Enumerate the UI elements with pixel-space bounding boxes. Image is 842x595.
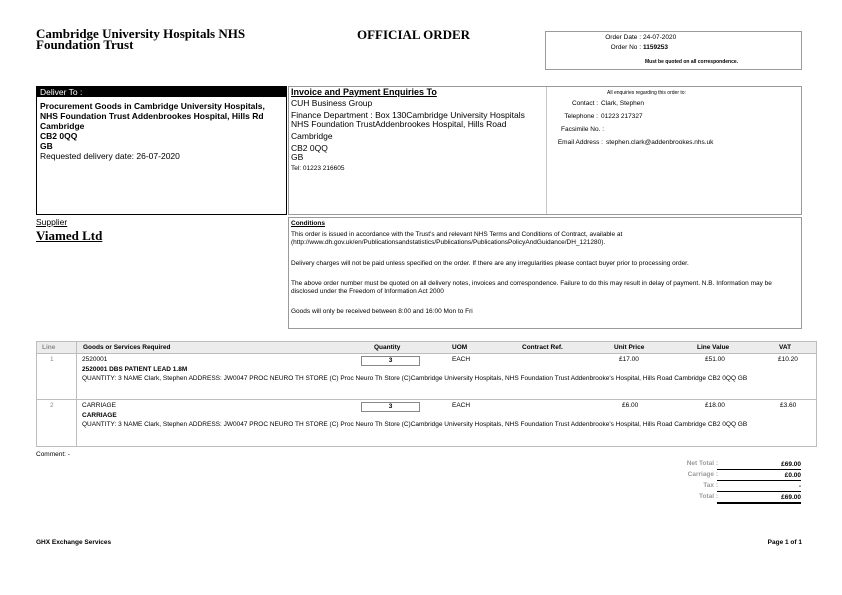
- row-unit-price: £17.00: [619, 356, 639, 363]
- total-label: Total :: [698, 493, 718, 500]
- net-total-label: Net Total :: [686, 460, 718, 467]
- organisation-name: Cambridge University Hospitals NHS Foundation Trust: [36, 26, 246, 52]
- conditions-header: Conditions: [291, 220, 325, 227]
- requested-delivery-date: Requested delivery date: 26-07-2020: [40, 151, 180, 161]
- column-header-uom: UOM: [452, 344, 468, 351]
- conditions-receiving-hours: Goods will only be received between 8:00 and 16:00 Mon to Fri: [291, 308, 473, 315]
- column-header-goods: Goods or Services Required: [83, 344, 171, 351]
- telephone-value: 01223 217327: [601, 113, 643, 120]
- totals-block: [645, 460, 805, 504]
- total-value: £69.00: [717, 493, 801, 504]
- invoice-company: CUH Business Group: [291, 98, 373, 108]
- row-vat: £10.20: [778, 356, 798, 363]
- row-title: 2520001 DBS PATIENT LEAD 1.8M: [82, 366, 188, 373]
- delivery-country: GB: [40, 141, 53, 151]
- telephone-row: [289, 112, 801, 121]
- invoice-city: Cambridge: [291, 131, 333, 141]
- row-divider: [37, 399, 816, 400]
- column-header-line-value: Line Value: [697, 344, 730, 351]
- enquiries-note: All enquiries regarding this order to:: [607, 90, 686, 96]
- supplier-label: Supplier: [36, 217, 68, 227]
- column-header-quantity: Quantity: [374, 344, 401, 351]
- page-number: Page 1 of 1: [767, 539, 802, 546]
- column-header-unit-price: Unit Price: [614, 344, 645, 351]
- column-header-vat: VAT: [779, 344, 792, 351]
- row-title: CARRIAGE: [82, 412, 117, 419]
- delivery-city: Cambridge: [40, 121, 85, 131]
- deliver-to-box: [36, 86, 287, 215]
- row-description: QUANTITY: 3 NAME Clark, Stephen ADDRESS: JW0047 PROC NEURO TH STORE (C) Proc Neuro Th Store (C)Cambridge University Hospitals, NHS Foundation Trust Addenbrooke's Hospital, Hills Road Cambridge CB2 0QQ GB: [82, 375, 748, 382]
- delivery-address-lines: Procurement Goods in Cambridge University Hospitals, NHS Foundation Trust Addenbrookes Hospital, Hills Rd: [40, 101, 265, 121]
- row-quantity: 3: [361, 356, 420, 366]
- email-label: Email Address :: [557, 139, 603, 146]
- table-header: [37, 342, 816, 354]
- line-number-column: [37, 342, 77, 446]
- carriage-row: [645, 471, 805, 482]
- order-number-label: Order No :: [610, 44, 641, 51]
- tax-value: -: [717, 482, 801, 492]
- invoice-address: [291, 99, 541, 173]
- order-items-table: [36, 341, 817, 447]
- carriage-label: Carriage :: [687, 471, 718, 478]
- deliver-to-header: Deliver To :: [37, 87, 286, 97]
- row-code: 2520001: [82, 356, 108, 363]
- conditions-order-number: The above order number must be quoted on all delivery notes, invoices and correspondence. Failure to do this may result in delay of payment. N.B. Information may be disclosed under the Freedom of Information Act 2000: [291, 280, 772, 295]
- net-total-value: £69.00: [717, 460, 801, 470]
- email-value: stephen.clark@addenbrookes.nhs.uk: [606, 139, 714, 146]
- row-uom: EACH: [452, 356, 471, 363]
- column-header-line: Line: [42, 344, 56, 351]
- order-number-value: 1159253: [643, 44, 668, 51]
- order-info-box: [545, 31, 802, 70]
- delivery-postcode: CB2 0QQ: [40, 131, 78, 141]
- conditions-terms: This order is issued in accordance with the Trust's and relevant NHS Terms and Conditions of Contract, available at (http://www.dh.gov.uk/en/Publicationsandstatistics/Publications/PublicationsPolicyAndGuidance/DH_121280).: [291, 231, 623, 246]
- order-date-row: [546, 33, 801, 42]
- conditions-delivery-charges: Delivery charges will not be paid unless specified on the order. If there are any irregularities please contact buyer prior to processing order.: [291, 260, 689, 267]
- telephone-label: Telephone :: [564, 113, 598, 120]
- row-line-number: 1: [50, 356, 54, 363]
- invoice-enquiries-box: [288, 86, 802, 215]
- row-unit-price: £6.00: [622, 402, 639, 409]
- tax-label: Tax :: [703, 482, 718, 489]
- row-uom: EACH: [452, 402, 471, 409]
- deliver-to-address: [37, 97, 286, 161]
- total-row: [645, 493, 805, 504]
- footer-service-name: GHX Exchange Services: [36, 539, 112, 546]
- row-line-value: £18.00: [705, 402, 725, 409]
- tax-row: [645, 482, 805, 493]
- row-description: QUANTITY: 3 NAME Clark, Stephen ADDRESS: JW0047 PROC NEURO TH STORE (C) Proc Neuro Th Store (C)Cambridge University Hospitals, NHS Foundation Trust Addenbrooke's Hospital, Hills Road Cambridge CB2 0QQ GB: [82, 421, 748, 428]
- fax-row: [289, 125, 801, 134]
- contact-value: Clark, Stephen: [601, 100, 644, 107]
- row-line-number: 2: [50, 402, 54, 409]
- document-title: OFFICIAL ORDER: [357, 27, 471, 42]
- column-header-contract: Contract Ref.: [522, 344, 563, 351]
- row-quantity: 3: [361, 402, 420, 412]
- invoice-header: Invoice and Payment Enquiries To: [291, 87, 437, 97]
- order-date-label: Order Date :: [605, 34, 641, 41]
- supplier-name: Viamed Ltd: [36, 228, 103, 243]
- row-code: CARRIAGE: [82, 402, 116, 409]
- order-number-note: Must be quoted on all correspondence.: [645, 59, 739, 65]
- invoice-postcode: CB2 0QQ: [291, 143, 328, 153]
- fax-label: Facsimile No. :: [561, 126, 604, 133]
- order-number-row: [546, 43, 801, 52]
- comment: Comment: -: [36, 451, 70, 458]
- invoice-department: Finance Department : Box 130Cambridge University Hospitals NHS Foundation TrustAddenbrookes Hospital, Hills Road: [291, 110, 525, 129]
- invoice-country: GB: [291, 152, 304, 162]
- invoice-telephone: Tel: 01223 216605: [291, 165, 345, 172]
- row-line-value: £51.00: [705, 356, 725, 363]
- email-row: [289, 138, 801, 147]
- contact-label: Contact :: [571, 100, 598, 107]
- conditions-box: [288, 217, 802, 329]
- order-date-value: 24-07-2020: [643, 34, 677, 41]
- carriage-value: £0.00: [717, 471, 801, 481]
- contact-row: [289, 99, 801, 108]
- row-vat: £3.60: [780, 402, 797, 409]
- net-total-row: [645, 460, 805, 471]
